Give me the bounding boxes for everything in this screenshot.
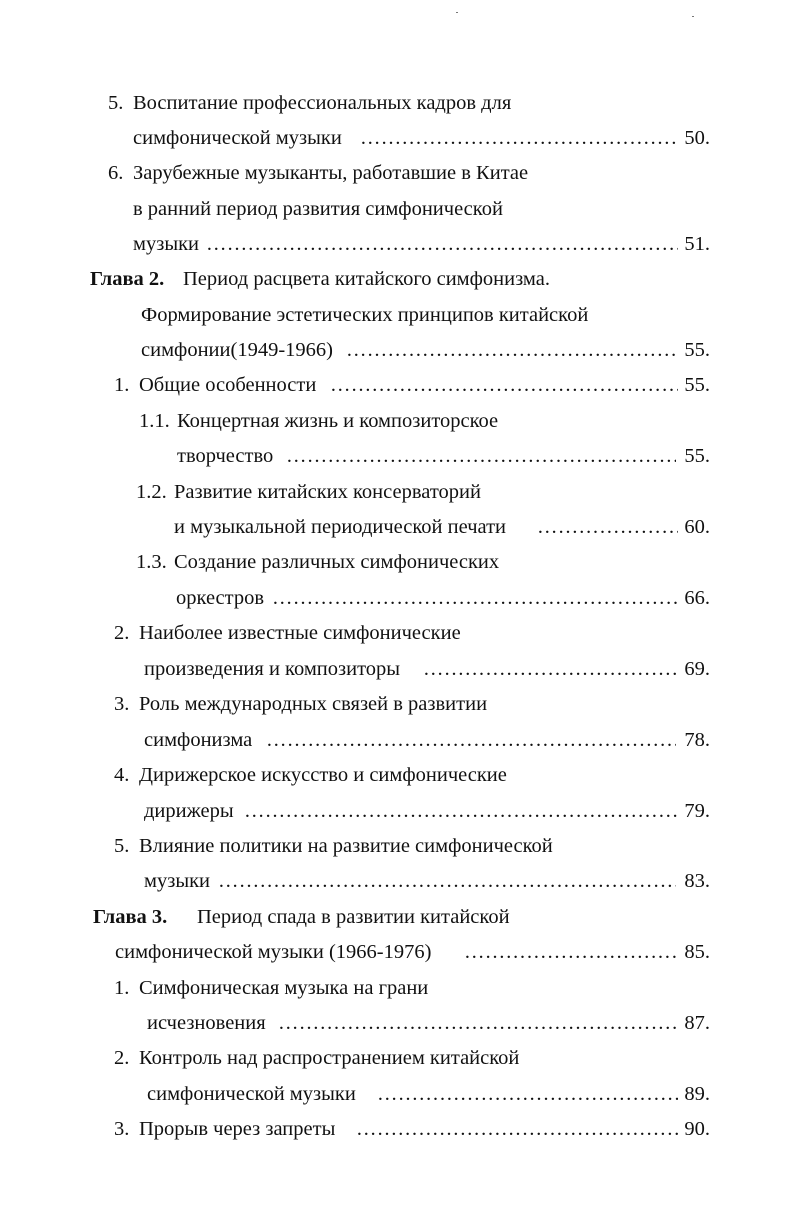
entry-title: Наиболее известные симфонические <box>139 622 461 644</box>
toc-subentry-orchestras-cont <box>0 583 794 613</box>
page-number: 55. <box>684 445 710 467</box>
page-number: 55. <box>684 339 710 361</box>
dot-leader <box>278 1008 678 1038</box>
page-number: 78. <box>684 729 710 751</box>
entry-title: Дирижерское искусство и симфонические <box>139 764 507 786</box>
entry-number: 3. <box>114 1118 130 1140</box>
toc-chapter-3 <box>0 902 794 932</box>
toc-entry-famous-works <box>0 618 794 648</box>
scan-speck <box>692 16 694 17</box>
toc-entry-control <box>0 1043 794 1073</box>
entry-title: Общие особенности <box>139 374 317 396</box>
entry-number: 5. <box>108 92 124 114</box>
toc-subentry-conservatories <box>0 477 794 507</box>
page-number: 60. <box>684 516 710 538</box>
chapter-title-cont: симфонии(1949-1966) <box>141 339 333 361</box>
toc-entry-politics-cont <box>0 866 794 896</box>
dot-leader <box>346 335 678 365</box>
entry-title-cont: музыки <box>144 870 211 892</box>
entry-title: Концертная жизнь и композиторское <box>177 410 499 432</box>
entry-title-cont: в ранний период развития симфонической <box>133 198 503 220</box>
entry-number: 4. <box>114 764 130 786</box>
entry-number: 2. <box>114 622 130 644</box>
entry-number: 5. <box>114 835 130 857</box>
entry-title-cont: творчество <box>177 445 274 467</box>
toc-entry-foreign-musicians <box>0 158 794 188</box>
toc-entry-on-the-brink <box>0 973 794 1003</box>
toc-subentry-concert-life <box>0 406 794 436</box>
chapter-title-cont: Формирование эстетических принципов китайской <box>141 304 589 326</box>
dot-leader <box>537 512 678 542</box>
dot-leader <box>218 866 676 896</box>
entry-title: Воспитание профессиональных кадров для <box>133 92 512 114</box>
page-number: 55. <box>684 374 710 396</box>
toc-entry-on-the-brink-cont <box>0 1008 794 1038</box>
entry-number: 3. <box>114 693 130 715</box>
entry-title: Зарубежные музыканты, работавшие в Китае <box>133 162 529 184</box>
chapter-title-cont: симфонической музыки (1966-1976) <box>115 941 432 963</box>
entry-title: Прорыв через запреты <box>139 1118 336 1140</box>
toc-entry-foreign-musicians-cont <box>0 194 794 224</box>
toc-entry-famous-works-cont <box>0 654 794 684</box>
toc-entry-conducting-cont <box>0 796 794 826</box>
dot-leader <box>206 229 678 259</box>
entry-title-cont: симфонизма <box>144 729 253 751</box>
toc-entry-control-cont <box>0 1079 794 1109</box>
toc-chapter-2 <box>0 264 794 294</box>
page-number: 66. <box>684 587 710 609</box>
entry-number: 1.3. <box>136 551 167 573</box>
entry-title-cont: и музыкальной периодической печати <box>174 516 507 538</box>
dot-leader <box>464 937 678 967</box>
entry-number: 1. <box>114 977 130 999</box>
entry-number: 1.2. <box>136 481 167 503</box>
toc-entry-general-features <box>0 370 794 400</box>
page-number: 51. <box>684 233 710 255</box>
dot-leader <box>244 796 678 826</box>
scan-speck <box>456 12 458 13</box>
page-number: 50. <box>684 127 710 149</box>
toc-entry-politics <box>0 831 794 861</box>
entry-title-cont: произведения и композиторы <box>144 658 401 680</box>
entry-number: 2. <box>114 1047 130 1069</box>
dot-leader <box>360 123 676 153</box>
toc-subentry-concert-life-cont <box>0 441 794 471</box>
page-number: 83. <box>684 870 710 892</box>
dot-leader <box>286 441 676 471</box>
dot-leader <box>377 1079 678 1109</box>
entry-title-cont: дирижеры <box>144 800 234 822</box>
entry-title: Контроль над распространением китайской <box>139 1047 520 1069</box>
entry-number: 6. <box>108 162 124 184</box>
toc-entry-training-cont <box>0 123 794 153</box>
page-number: 89. <box>684 1083 710 1105</box>
entry-title: Развитие китайских консерваторий <box>174 481 481 503</box>
toc-entry-training <box>0 88 794 118</box>
entry-title: Симфоническая музыка на грани <box>139 977 429 999</box>
toc-subentry-conservatories-cont <box>0 512 794 542</box>
toc-chapter-3-cont <box>0 937 794 967</box>
dot-leader <box>272 583 678 613</box>
toc-chapter-2-cont <box>0 300 794 330</box>
toc-entry-foreign-musicians-cont <box>0 229 794 259</box>
dot-leader <box>266 725 676 755</box>
chapter-title: Период спада в развитии китайской <box>197 906 510 928</box>
dot-leader <box>356 1114 678 1144</box>
entry-title-cont: симфонической музыки <box>147 1083 356 1105</box>
dot-leader <box>423 654 676 684</box>
dot-leader <box>330 370 678 400</box>
toc-entry-international-ties <box>0 689 794 719</box>
entry-title: Роль международных связей в развитии <box>139 693 488 715</box>
toc-chapter-2-cont <box>0 335 794 365</box>
chapter-title: Период расцвета китайского симфонизма. <box>183 268 550 290</box>
entry-number: 1. <box>114 374 130 396</box>
toc-entry-international-ties-cont <box>0 725 794 755</box>
page-number: 79. <box>684 800 710 822</box>
toc-entry-breakthrough <box>0 1114 794 1144</box>
entry-number: 1.1. <box>139 410 170 432</box>
page-number: 90. <box>684 1118 710 1140</box>
entry-title-cont: исчезновения <box>147 1012 266 1034</box>
chapter-label: Глава 2. <box>90 268 165 290</box>
toc-entry-conducting <box>0 760 794 790</box>
chapter-label: Глава 3. <box>93 906 168 928</box>
toc-subentry-orchestras <box>0 547 794 577</box>
entry-title: Влияние политики на развитие симфонической <box>139 835 553 857</box>
entry-title-cont: оркестров <box>176 587 265 609</box>
page-number: 85. <box>684 941 710 963</box>
page-number: 87. <box>684 1012 710 1034</box>
entry-title: Создание различных симфонических <box>174 551 500 573</box>
entry-title-cont: музыки <box>133 233 200 255</box>
page-number: 69. <box>684 658 710 680</box>
entry-title-cont: симфонической музыки <box>133 127 342 149</box>
